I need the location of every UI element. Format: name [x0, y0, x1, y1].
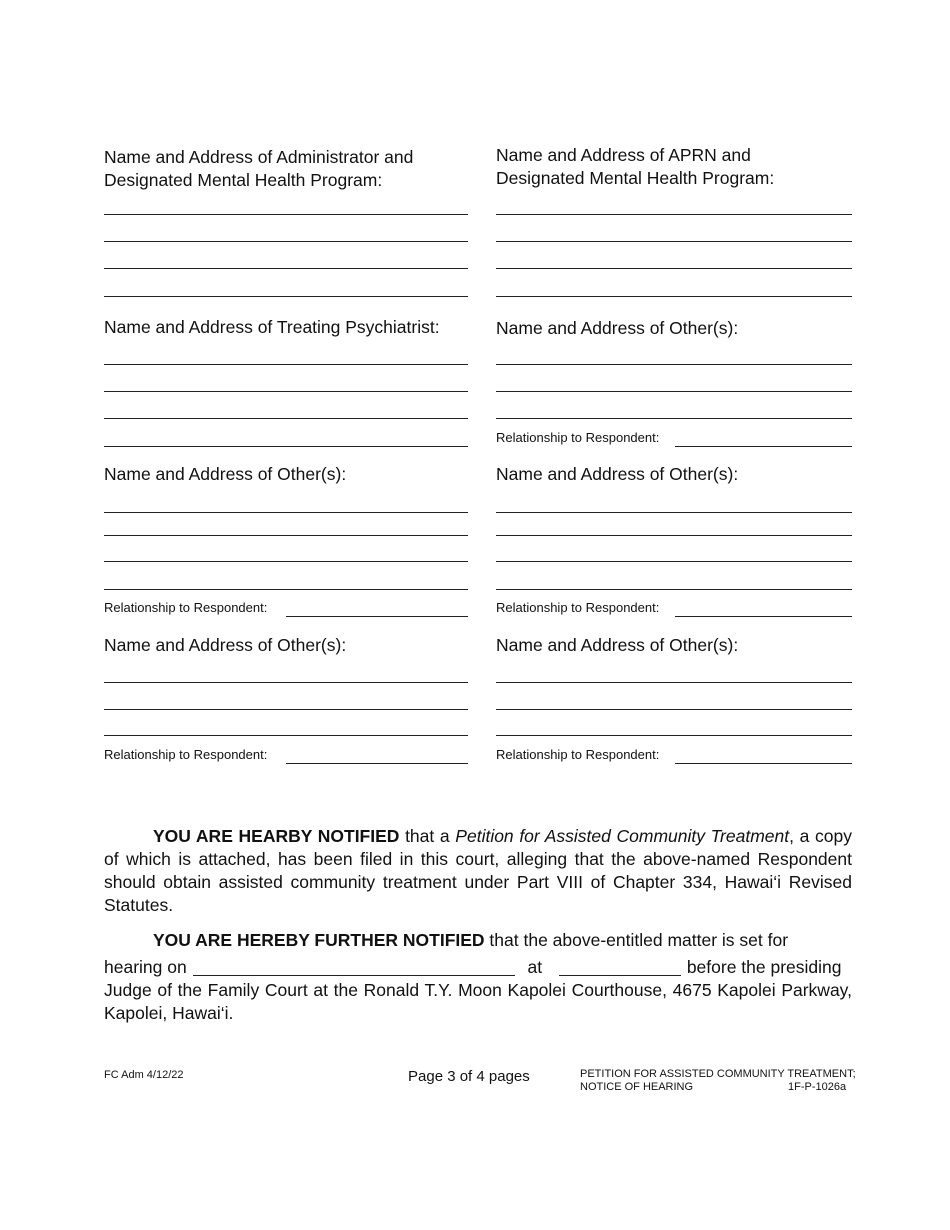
hearing-line — [104, 956, 842, 979]
aprn-address-line-4[interactable] — [496, 296, 852, 297]
relationship-field-left-1[interactable] — [286, 616, 468, 617]
administrator-section-header — [104, 146, 413, 192]
others-right-2-line-3[interactable] — [496, 561, 852, 562]
administrator-address-line-3[interactable] — [104, 268, 468, 269]
others-right-1-header: Name and Address of Other(s): — [496, 318, 739, 338]
further-notice-text: that the above-entitled matter is set for — [484, 930, 789, 950]
others-right-1-line-3[interactable] — [496, 418, 852, 419]
aprn-header-line2: Designated Mental Health Program: — [496, 168, 775, 188]
others-right-2-line-2[interactable] — [496, 535, 852, 536]
others-right-3-line-2[interactable] — [496, 709, 852, 710]
others-right-2-header: Name and Address of Other(s): — [496, 464, 739, 484]
notice-bold-lead: YOU ARE HEARBY NOTIFIED — [153, 826, 400, 846]
administrator-header-line1: Name and Address of Administrator and — [104, 147, 414, 167]
others-right-1-line-2[interactable] — [496, 391, 852, 392]
others-left-1-line-4[interactable] — [104, 589, 468, 590]
others-left-2-line-1[interactable] — [104, 682, 468, 683]
aprn-header-line1: Name and Address of APRN and — [496, 145, 751, 165]
administrator-address-line-4[interactable] — [104, 296, 468, 297]
relationship-field-right-1[interactable] — [675, 446, 852, 447]
psychiatrist-address-line-1[interactable] — [104, 364, 468, 365]
aprn-address-line-1[interactable] — [496, 214, 852, 215]
form-number: 1F-P-1026a — [788, 1081, 847, 1093]
others-right-2-line-4[interactable] — [496, 589, 852, 590]
others-right-3-header: Name and Address of Other(s): — [496, 635, 739, 655]
others-left-1-line-1[interactable] — [104, 512, 468, 513]
notice-text: that a — [399, 826, 456, 846]
form-revision-id: FC Adm 4/12/22 — [104, 1069, 184, 1081]
hearing-time-field[interactable] — [559, 957, 681, 976]
form-title-line1: PETITION FOR ASSISTED COMMUNITY TREATMENT; — [580, 1068, 856, 1080]
others-left-1-line-3[interactable] — [104, 561, 468, 562]
hearing-date-field[interactable] — [193, 957, 515, 976]
others-right-2-line-1[interactable] — [496, 512, 852, 513]
others-left-2-header: Name and Address of Other(s): — [104, 635, 347, 655]
further-notice-line-1 — [104, 929, 852, 952]
administrator-address-line-1[interactable] — [104, 214, 468, 215]
psychiatrist-address-line-2[interactable] — [104, 391, 468, 392]
page-number: Page 3 of 4 pages — [408, 1068, 530, 1085]
notice-paragraph — [104, 825, 852, 917]
further-notice-bold-lead: YOU ARE HEREBY FURTHER NOTIFIED — [153, 930, 485, 950]
others-right-1-line-1[interactable] — [496, 364, 852, 365]
petition-title: Petition for Assisted Community Treatment — [455, 826, 790, 846]
notice-text: , a copy of which is attached, has been filed in this court, alleging that the above-named Respondent should obtain assisted community treatment under Part VIII of Chapter 334, Hawai‘i Revised Statutes. — [104, 826, 852, 915]
others-left-1-line-2[interactable] — [104, 535, 468, 536]
aprn-address-line-2[interactable] — [496, 241, 852, 242]
relationship-label: Relationship to Respondent: — [496, 430, 660, 445]
further-notice-continuation: Judge of the Family Court at the Ronald T.Y. Moon Kapolei Courthouse, 4675 Kapolei Parkway, Kapolei, Hawai‘i. — [104, 980, 852, 1023]
relationship-field-left-2[interactable] — [286, 763, 468, 764]
relationship-label: Relationship to Respondent: — [496, 600, 660, 615]
at-label: at — [527, 957, 543, 977]
aprn-section-header — [496, 144, 774, 190]
aprn-address-line-3[interactable] — [496, 268, 852, 269]
before-presiding-label: before the presiding — [686, 957, 842, 977]
relationship-label: Relationship to Respondent: — [104, 747, 268, 762]
hearing-on-label: hearing on — [104, 957, 187, 977]
relationship-label: Relationship to Respondent: — [496, 747, 660, 762]
others-right-3-line-1[interactable] — [496, 682, 852, 683]
others-left-1-header: Name and Address of Other(s): — [104, 464, 347, 484]
administrator-header-line2: Designated Mental Health Program: — [104, 170, 383, 190]
psychiatrist-address-line-3[interactable] — [104, 418, 468, 419]
relationship-field-right-2[interactable] — [675, 616, 852, 617]
relationship-label: Relationship to Respondent: — [104, 600, 268, 615]
psychiatrist-address-line-4[interactable] — [104, 446, 468, 447]
form-title-line2: NOTICE OF HEARING — [580, 1081, 694, 1093]
others-left-2-line-3[interactable] — [104, 735, 468, 736]
psychiatrist-section-header: Name and Address of Treating Psychiatrist: — [104, 317, 440, 337]
others-right-3-line-3[interactable] — [496, 735, 852, 736]
relationship-field-right-3[interactable] — [675, 763, 852, 764]
administrator-address-line-2[interactable] — [104, 241, 468, 242]
others-left-2-line-2[interactable] — [104, 709, 468, 710]
